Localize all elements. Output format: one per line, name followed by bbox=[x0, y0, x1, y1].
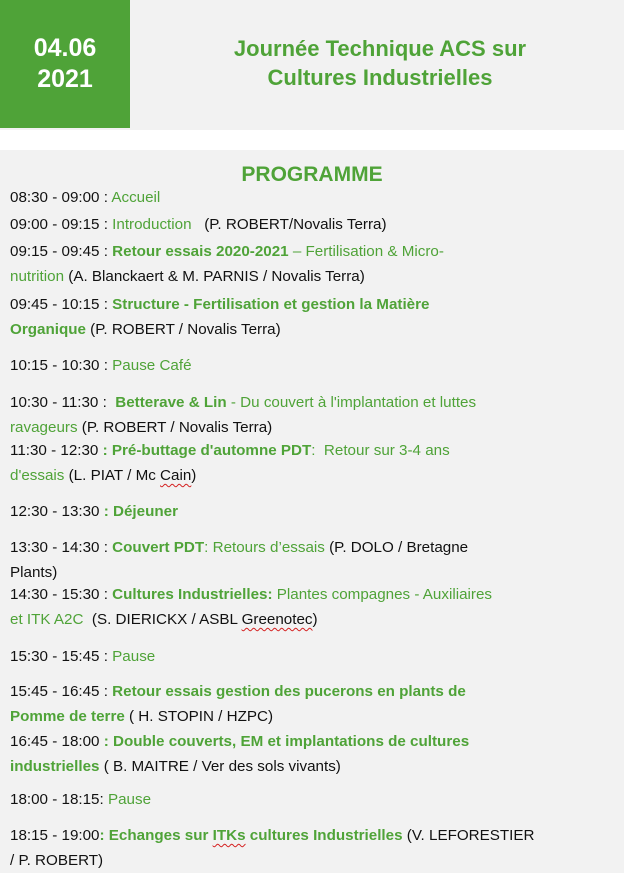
item-time: 09:45 - 10:15 : bbox=[10, 296, 113, 313]
item-time: 16:45 - 18:00 bbox=[10, 733, 104, 750]
item-title-end: cultures Industrielles bbox=[245, 827, 403, 844]
schedule-item-double-couverts bbox=[10, 729, 614, 779]
schedule-item-structure bbox=[10, 292, 614, 342]
item-title-cont: industrielles bbox=[10, 758, 100, 775]
item-time: 09:15 - 09:45 : bbox=[10, 243, 113, 260]
schedule-item-pucerons bbox=[10, 679, 614, 729]
schedule-item-betterave-lin bbox=[10, 390, 614, 440]
item-detail: : Retours d’essais bbox=[204, 539, 325, 556]
schedule-item-pause bbox=[10, 644, 614, 669]
event-title-line-2: Cultures Industrielles bbox=[267, 65, 493, 90]
item-speaker-cont: / P. ROBERT) bbox=[10, 852, 104, 869]
item-title: Betterave & Lin bbox=[111, 394, 227, 411]
item-time: 15:45 - 16:45 : bbox=[10, 683, 113, 700]
program-heading: PROGRAMME bbox=[241, 163, 383, 186]
item-title: : Déjeuner bbox=[103, 503, 179, 520]
schedule-item-accueil bbox=[10, 185, 614, 210]
item-speaker-flagged: Greenotec bbox=[241, 611, 313, 628]
item-speaker: ( H. STOPIN / HZPC) bbox=[124, 708, 274, 725]
item-title: Pause Café bbox=[112, 357, 192, 374]
item-time: 08:30 - 09:00 : bbox=[10, 189, 112, 206]
item-detail-cont: nutrition bbox=[10, 268, 65, 285]
item-time: 13:30 - 14:30 : bbox=[10, 539, 113, 556]
schedule-item-cultures-industrielles bbox=[10, 582, 614, 632]
item-title-flagged: ITKs bbox=[212, 827, 246, 844]
header-band bbox=[0, 0, 624, 130]
item-speaker: (P. ROBERT / Novalis Terra) bbox=[85, 321, 281, 338]
item-time: 18:00 - 18:15: bbox=[10, 791, 108, 808]
item-speaker: (L. PIAT / Mc bbox=[64, 467, 161, 484]
schedule-item-pause-2 bbox=[10, 787, 614, 812]
item-speaker-end: ) bbox=[191, 467, 197, 484]
program-panel bbox=[0, 150, 624, 873]
item-speaker: (P. ROBERT / Novalis Terra) bbox=[77, 419, 273, 436]
item-speaker-cont: Plants) bbox=[10, 564, 58, 581]
item-time: 11:30 - 12:30 bbox=[10, 442, 103, 459]
item-detail: – Fertilisation & Micro- bbox=[288, 243, 444, 260]
item-title-cont: Pomme de terre bbox=[10, 708, 125, 725]
item-title-cont: Organique bbox=[10, 321, 86, 338]
schedule-item-dejeuner bbox=[10, 499, 614, 524]
item-time: 09:00 - 09:15 : bbox=[10, 216, 113, 233]
item-time: 18:15 - 19:00 bbox=[10, 827, 100, 844]
item-title: Pause bbox=[107, 791, 152, 808]
item-speaker: (P. DOLO / Bretagne bbox=[324, 539, 469, 556]
schedule-item-retour-essais bbox=[10, 239, 614, 289]
item-speaker: (V. LEFORESTIER bbox=[402, 827, 535, 844]
item-time: 10:30 - 11:30 : bbox=[10, 394, 112, 411]
item-detail: Plantes compagnes - Auxiliaires bbox=[272, 586, 493, 603]
item-title: : Double couverts, EM et implantations de cultures bbox=[103, 733, 470, 750]
item-title: : Pré-buttage d'automne PDT bbox=[102, 442, 312, 459]
date-year: 2021 bbox=[37, 65, 93, 93]
date-badge bbox=[0, 0, 130, 128]
schedule-item-couvert-pdt bbox=[10, 535, 614, 585]
item-title: Pause bbox=[112, 648, 156, 665]
item-title: Accueil bbox=[111, 189, 161, 206]
item-time: 10:15 - 10:30 : bbox=[10, 357, 113, 374]
item-speaker: (S. DIERICKX / ASBL bbox=[83, 611, 242, 628]
item-title: Structure - Fertilisation et gestion la Matière bbox=[112, 296, 430, 313]
item-time: 12:30 - 13:30 bbox=[10, 503, 104, 520]
item-speaker: ( B. MAITRE / Ver des sols vivants) bbox=[99, 758, 341, 775]
event-title bbox=[140, 34, 620, 92]
item-speaker: (A. Blanckaert & M. PARNIS / Novalis Terra) bbox=[64, 268, 365, 285]
schedule-item-pre-buttage bbox=[10, 438, 614, 488]
item-detail-cont: et ITK A2C bbox=[10, 611, 84, 628]
schedule-item-echanges bbox=[10, 823, 614, 873]
schedule-item-pause-cafe bbox=[10, 353, 614, 378]
item-speaker-flagged: Cain bbox=[160, 467, 192, 484]
item-detail-cont: d'essais bbox=[10, 467, 65, 484]
item-time: 15:30 - 15:45 : bbox=[10, 648, 113, 665]
item-detail: - Du couvert à l'implantation et luttes bbox=[226, 394, 477, 411]
item-title: Retour essais gestion des pucerons en plants de bbox=[112, 683, 466, 700]
item-detail: : Retour sur 3-4 ans bbox=[311, 442, 450, 459]
item-title: Cultures Industrielles: bbox=[112, 586, 273, 603]
date-day-month: 04.06 bbox=[33, 34, 97, 62]
item-detail-cont: ravageurs bbox=[10, 419, 78, 436]
item-speaker: (P. ROBERT/Novalis Terra) bbox=[191, 216, 387, 233]
item-title: Couvert PDT bbox=[112, 539, 205, 556]
item-speaker-end: ) bbox=[312, 611, 318, 628]
schedule-item-introduction bbox=[10, 212, 614, 237]
item-title: : Echanges sur bbox=[99, 827, 213, 844]
item-title: Retour essais 2020-2021 bbox=[112, 243, 289, 260]
item-title: Introduction bbox=[112, 216, 192, 233]
event-title-line-1: Journée Technique ACS sur bbox=[233, 36, 527, 61]
item-time: 14:30 - 15:30 : bbox=[10, 586, 113, 603]
